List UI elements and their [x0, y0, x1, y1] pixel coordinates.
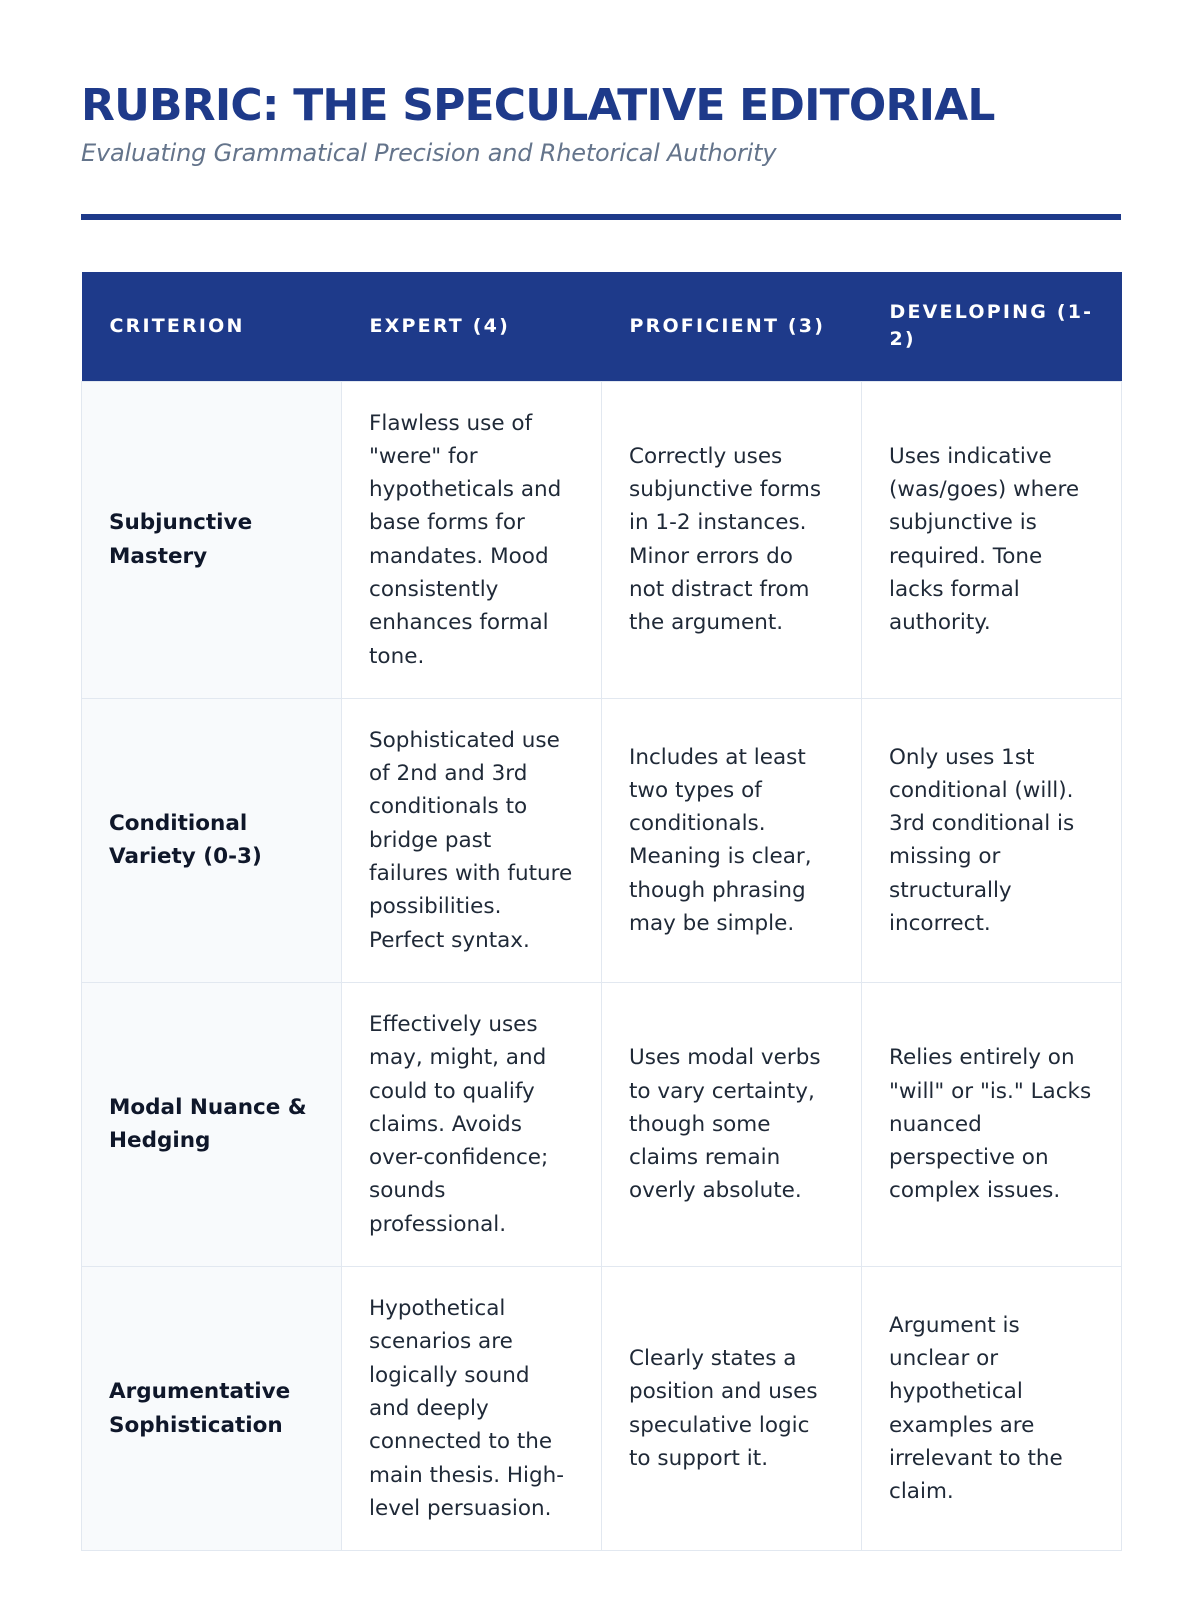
proficient-cell: Uses modal verbs to vary certainty, though some claims remain overly absolute.: [602, 982, 862, 1266]
rubric-table-body: [82, 381, 1122, 1551]
table-row: [82, 1267, 1122, 1551]
column-header-developing: DEVELOPING (1-2): [862, 272, 1122, 381]
expert-cell: Sophisticated use of 2nd and 3rd conditionals to bridge past failures with future possibilities. Perfect syntax.: [342, 698, 602, 982]
developing-cell: Argument is unclear or hypothetical examples are irrelevant to the claim.: [862, 1267, 1122, 1551]
page-subtitle: Evaluating Grammatical Precision and Rhetorical Authority: [81, 139, 777, 167]
header-divider: [81, 214, 1121, 220]
developing-cell: Uses indicative (was/goes) where subjunctive is required. Tone lacks formal authority.: [862, 381, 1122, 698]
criterion-cell: Conditional Variety (0-3): [82, 698, 342, 982]
rubric-table: [81, 272, 1122, 1551]
criterion-cell: Modal Nuance & Hedging: [82, 982, 342, 1266]
table-row: [82, 982, 1122, 1266]
table-row: [82, 698, 1122, 982]
header-row: [82, 272, 1122, 381]
rubric-table-header: [82, 272, 1122, 381]
proficient-cell: Correctly uses subjunctive forms in 1-2 instances. Minor errors do not distract from the argument.: [602, 381, 862, 698]
expert-cell: Effectively uses may, might, and could to qualify claims. Avoids over-confidence; sounds professional.: [342, 982, 602, 1266]
column-header-criterion: CRITERION: [82, 272, 342, 381]
proficient-cell: Clearly states a position and uses speculative logic to support it.: [602, 1267, 862, 1551]
column-header-proficient: PROFICIENT (3): [602, 272, 862, 381]
page-title: RUBRIC: THE SPECULATIVE EDITORIAL: [81, 80, 995, 131]
proficient-cell: Includes at least two types of conditionals. Meaning is clear, though phrasing may be simple.: [602, 698, 862, 982]
criterion-cell: Argumentative Sophistication: [82, 1267, 342, 1551]
column-header-expert: EXPERT (4): [342, 272, 602, 381]
rubric-document: [81, 76, 1121, 1551]
expert-cell: Hypothetical scenarios are logically sound and deeply connected to the main thesis. High-level persuasion.: [342, 1267, 602, 1551]
developing-cell: Relies entirely on "will" or "is." Lacks nuanced perspective on complex issues.: [862, 982, 1122, 1266]
expert-cell: Flawless use of "were" for hypotheticals and base forms for mandates. Mood consistently enhances formal tone.: [342, 381, 602, 698]
developing-cell: Only uses 1st conditional (will). 3rd conditional is missing or structurally incorrect.: [862, 698, 1122, 982]
criterion-cell: Subjunctive Mastery: [82, 381, 342, 698]
table-row: [82, 381, 1122, 698]
